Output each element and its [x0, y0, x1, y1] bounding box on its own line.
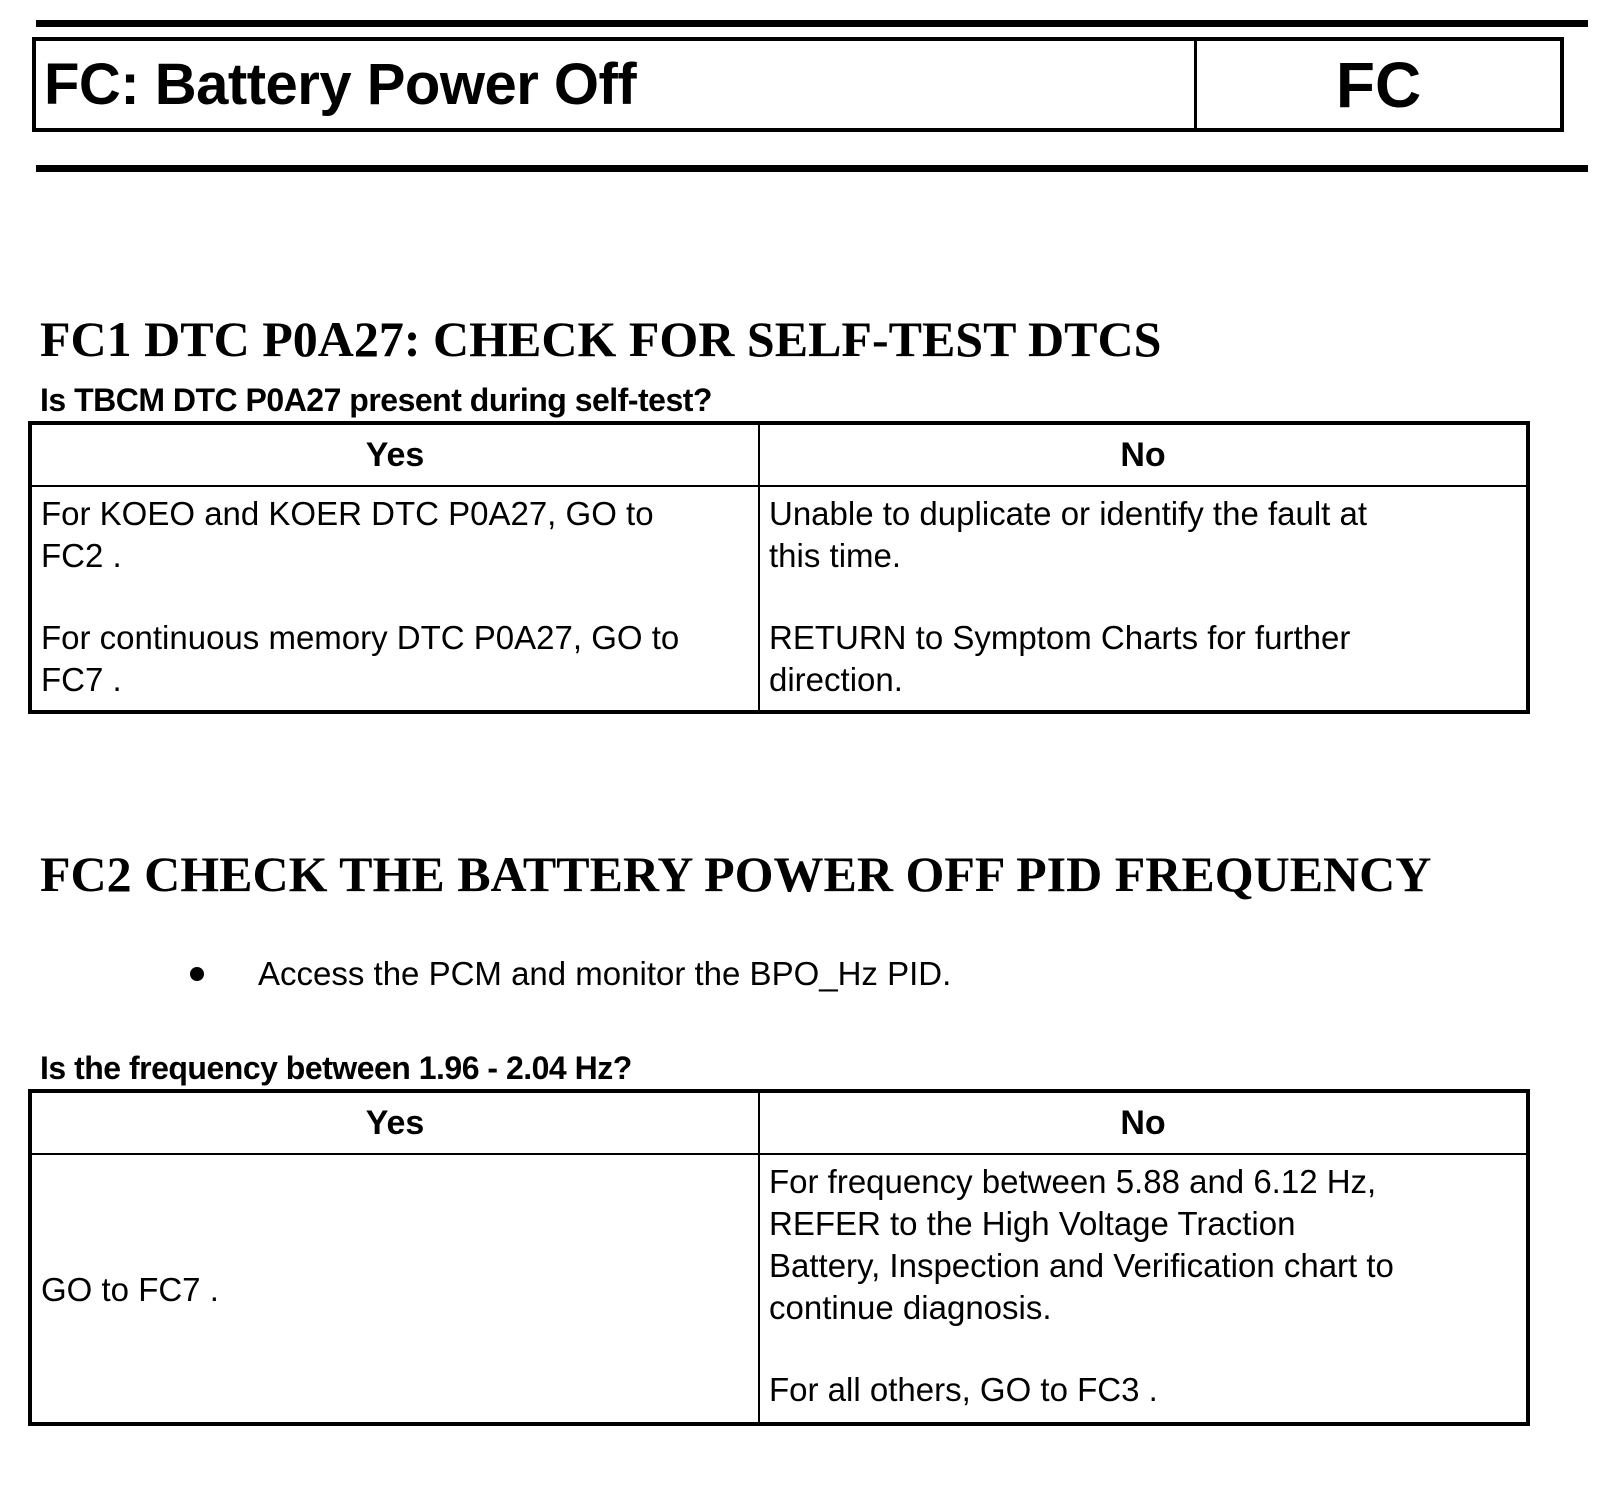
fc2-yes-text-1: GO to FC7 . [41, 1270, 219, 1308]
header-bottom-rule [36, 165, 1588, 172]
fc2-bullet-item [190, 955, 951, 993]
top-rule [36, 20, 1588, 27]
fc2-bullet-text: Access the PCM and monitor the BPO_Hz PID. [258, 955, 952, 992]
fc1-no-cell [759, 486, 1528, 712]
fc1-yes-header: Yes [30, 423, 759, 486]
fc1-no-text-1: Unable to duplicate or identify the fault at this time. [769, 495, 1368, 574]
fc1-yes-text-2: For continuous memory DTC P0A27, GO to FC7 . [41, 619, 680, 698]
fc2-decision-table [28, 1089, 1530, 1426]
fc1-no-text-2: RETURN to Symptom Charts for further direction. [769, 619, 1351, 698]
fc2-no-text-1: For frequency between 5.88 and 6.12 Hz, REFER to the High Voltage Traction Battery, Inspection and Verification chart to continue diagnosis. [769, 1163, 1394, 1326]
fc2-no-cell [759, 1154, 1528, 1424]
page-title: FC: Battery Power Off [36, 41, 1197, 128]
fc2-heading: FC2 CHECK THE BATTERY POWER OFF PID FREQUENCY [40, 846, 1432, 902]
section-code: FC [1335, 48, 1422, 121]
fc2-yes-header: Yes [30, 1091, 759, 1154]
document-header [32, 37, 1564, 132]
fc1-yes-text-1: For KOEO and KOER DTC P0A27, GO to FC2 . [41, 495, 654, 574]
fc1-yes-cell [30, 486, 759, 712]
fc1-no-header: No [759, 423, 1528, 486]
bullet-icon [190, 967, 204, 981]
fc1-question: Is TBCM DTC P0A27 present during self-test? [40, 382, 712, 418]
fc2-no-header: No [759, 1091, 1528, 1154]
fc2-yes-cell [30, 1154, 759, 1424]
fc1-heading: FC1 DTC P0A27: CHECK FOR SELF-TEST DTCS [40, 311, 1162, 367]
fc2-no-text-2: For all others, GO to FC3 . [769, 1371, 1158, 1408]
fc1-decision-table [28, 421, 1530, 714]
fc2-question: Is the frequency between 1.96 - 2.04 Hz? [40, 1050, 632, 1086]
